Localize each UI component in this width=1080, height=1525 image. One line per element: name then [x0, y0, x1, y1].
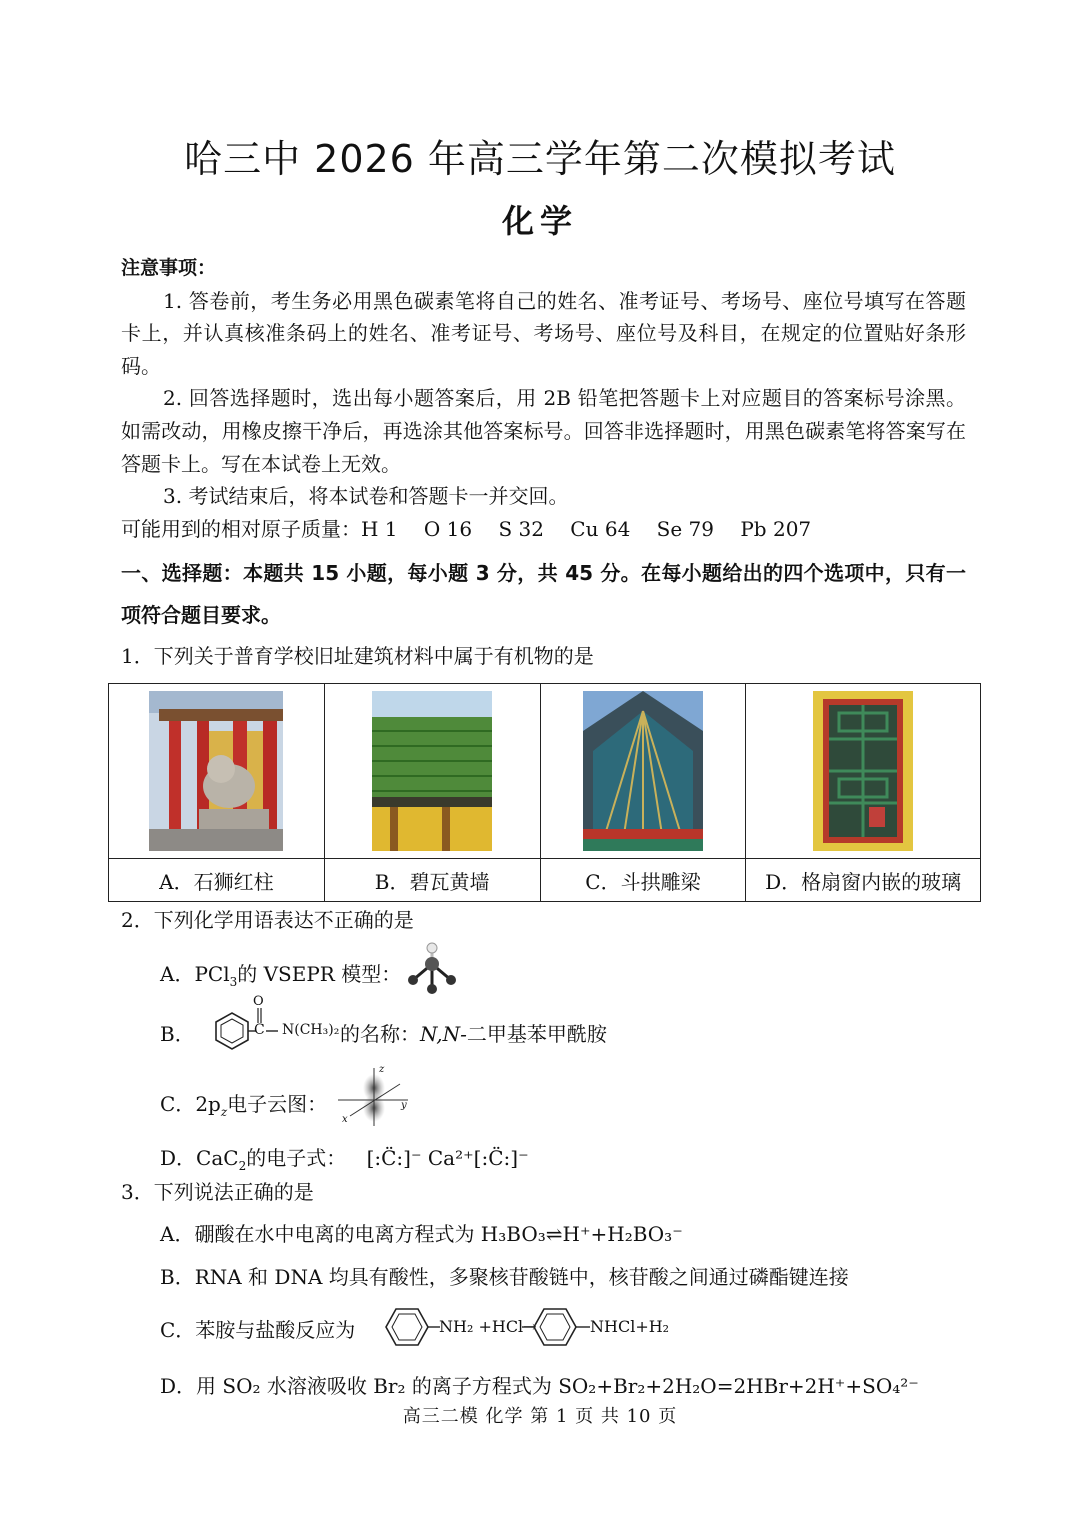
note-item-2: 2. 回答选择题时，选出每小题答案后，用 2B 铅笔把答题卡上对应题目的答案标号涂黑。如需改动，用橡皮擦干净后，再选涂其他答案标号。回答非选择题时，用黑色碳素笔将答案写在答题卡上。写在本试卷上无效。 [121, 386, 966, 476]
benzene-ring-icon [372, 1300, 442, 1354]
page-footer: 高三二模 化学 第 1 页 共 10 页 [402, 1406, 678, 1427]
option-2-b-text: 的名称：N,N-二甲基苯甲酰胺 [340, 1022, 607, 1046]
axis-y-label: y [401, 1100, 407, 1111]
option-3-b: B．RNA 和 DNA 均具有酸性，多聚核苷酸链中，核苷酸之间通过磷酯键连接 [160, 1265, 849, 1289]
carbonyl-oxygen-label: O [253, 994, 264, 1009]
option-1-d: D．格扇窗内嵌的玻璃 [746, 859, 981, 902]
question-1-image-table [108, 683, 981, 902]
question-2-stem: 2．下列化学用语表达不正确的是 [121, 908, 414, 932]
option-1-a: A．石狮红柱 [109, 859, 325, 902]
vsepr-model-icon [405, 940, 459, 996]
photo-stone-lion-red-pillars [149, 691, 283, 851]
option-3-d: D．用 SO₂ 水溶液吸收 Br₂ 的离子方程式为 SO₂+Br₂+2H₂O=2HBr+2H⁺+SO₄²⁻ [160, 1374, 919, 1398]
axis-x-label: x [342, 1114, 348, 1125]
aniline-product-label: NHCl+H₂ [590, 1317, 670, 1336]
page-title: 哈三中 2026 年高三学年第二次模拟考试 [184, 137, 896, 181]
notes-heading: 注意事项： [121, 257, 217, 279]
photo-cell-d [746, 684, 981, 859]
photo-green-tiles-yellow-wall [372, 691, 492, 851]
question-1-stem: 1．下列关于普育学校旧址建筑材料中属于有机物的是 [121, 644, 594, 668]
photo-cell-c [540, 684, 746, 859]
electron-formula: [:C̈:]⁻ Ca²⁺[:C̈:]⁻ [366, 1146, 529, 1170]
atomic-masses: 可能用到的相对原子质量：H 1 O 16 S 32 Cu 64 Se 79 Pb 207 [121, 516, 812, 541]
amide-group-label: N(CH₃)₂ [282, 1022, 340, 1038]
option-1-c: C．斗拱雕梁 [540, 859, 746, 902]
question-3-stem: 3．下列说法正确的是 [121, 1180, 314, 1204]
option-1-b: B．碧瓦黄墙 [324, 859, 540, 902]
aniline-reactant-label: NH₂ +HCl→ [439, 1317, 537, 1336]
subject-title: 化学 [501, 202, 578, 240]
option-2-b-prefix: B． [160, 1022, 195, 1046]
option-3-a: A．硼酸在水中电离的电离方程式为 H₃BO₃⇌H⁺+H₂BO₃⁻ [160, 1222, 683, 1246]
option-2-c: C．$2p_z$电子云图： [160, 1092, 328, 1119]
notes-block [121, 252, 966, 545]
axis-z-label: z [379, 1064, 385, 1075]
benzene-ring-product-icon [520, 1300, 594, 1354]
option-2-d: D．CaC$_2$的电子式： [:C̈:]⁻ Ca²⁺[:C̈:]⁻ [160, 1146, 529, 1173]
photo-cell-b [324, 684, 540, 859]
carbonyl-carbon-label: C [254, 1022, 265, 1038]
photo-lattice-window-glass [813, 691, 913, 851]
section-heading: 一、选择题：本题共 15 小题，每小题 3 分，共 45 分。在每小题给出的四个选项中，只有一项符合题目要求。 [121, 561, 966, 627]
photo-bracket-beams [583, 691, 703, 851]
option-2-a: A．PCl$_3$的 VSEPR 模型： [160, 962, 402, 989]
photo-cell-a [109, 684, 325, 859]
note-item-3: 3. 考试结束后，将本试卷和答题卡一并交回。 [163, 484, 569, 509]
note-item-1: 1. 答卷前，考生务必用黑色碳素笔将自己的姓名、准考证号、考场号、座位号填写在答题卡上，并认真核准条码上的姓名、准考证号、考场号、座位号及科目，在规定的位置贴好条形码。 [121, 288, 966, 378]
option-3-c-text: C．苯胺与盐酸反应为 [160, 1318, 356, 1342]
